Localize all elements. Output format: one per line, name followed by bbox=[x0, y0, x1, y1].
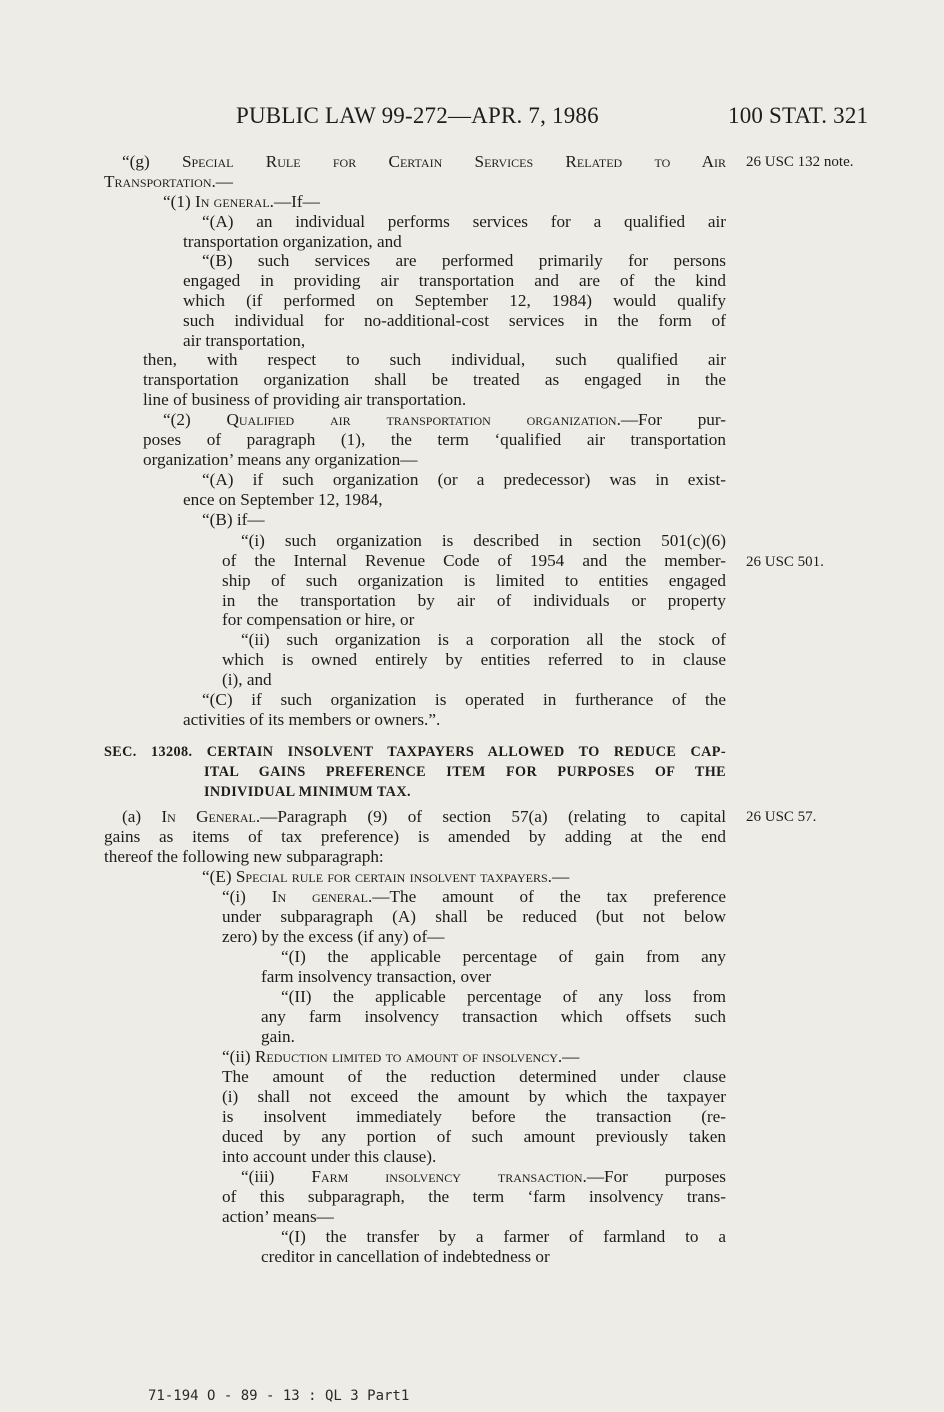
running-header-page: 100 STAT. 321 bbox=[728, 103, 869, 128]
subsection-heading: Special Rule for Certain Services Related to Air bbox=[181, 152, 726, 171]
text-line: “(ii) such organization is a corporation all the stock of bbox=[241, 630, 726, 649]
text-line: thereof the following new subparagraph: bbox=[104, 847, 384, 866]
margin-note: 26 USC 501. bbox=[746, 554, 824, 570]
text-line: “(i) such organization is described in section 501(c)(6) bbox=[241, 531, 726, 550]
text-span: “(2) bbox=[163, 410, 227, 429]
text-line: “(II) the applicable percentage of any loss from bbox=[281, 987, 726, 1006]
text-line: (i) shall not exceed the amount by which the taxpayer bbox=[222, 1087, 726, 1106]
text-span: “(1) bbox=[163, 192, 195, 211]
print-footer: 71-194 O - 89 - 13 : QL 3 Part1 bbox=[148, 1388, 410, 1404]
text-line: line of business of providing air transportation. bbox=[143, 390, 467, 409]
text-line: any farm insolvency transaction which offsets such bbox=[261, 1007, 726, 1026]
text-line: gain. bbox=[261, 1027, 295, 1046]
text-line: The amount of the reduction determined under clause bbox=[222, 1067, 726, 1086]
text-span: .— bbox=[547, 867, 570, 886]
text-line: “(I) the transfer by a farmer of farmland to a bbox=[281, 1227, 726, 1246]
text-span: “(E) bbox=[202, 867, 236, 886]
text-line: zero) by the excess (if any) of— bbox=[222, 927, 445, 946]
text-span: .—For purposes bbox=[582, 1167, 726, 1186]
text-line: engaged in providing air transportation and are of the kind bbox=[183, 271, 726, 290]
text-span: “(i) bbox=[222, 887, 272, 906]
text-line bbox=[122, 152, 726, 172]
paragraph-heading: In general bbox=[194, 192, 270, 211]
text-line: of this subparagraph, the term ‘farm insolvency trans- bbox=[222, 1187, 726, 1206]
text-line: duced by any portion of such amount previously taken bbox=[222, 1127, 726, 1146]
text-line: gains as items of tax preference) is amended by adding at the end bbox=[104, 827, 726, 846]
text-line: is insolvent immediately before the transaction (re- bbox=[222, 1107, 726, 1126]
margin-note: 26 USC 132 note. bbox=[746, 154, 854, 170]
text-line: “(I) the applicable percentage of gain from any bbox=[281, 947, 726, 966]
text-span: “(g) bbox=[122, 152, 182, 171]
paragraph-heading: Qualified air transportation organization bbox=[226, 410, 617, 429]
text-line: which (if performed on September 12, 1984) would qualify bbox=[183, 291, 726, 310]
text-line: poses of paragraph (1), the term ‘qualified air transportation bbox=[143, 430, 726, 449]
text-line: activities of its members or owners.”. bbox=[183, 710, 441, 729]
text-line bbox=[163, 410, 726, 430]
text-line: which is owned entirely by entities referred to in clause bbox=[222, 650, 726, 669]
text-line bbox=[222, 1047, 579, 1067]
clause-heading: Reduction limited to amount of insolvency bbox=[254, 1047, 558, 1066]
subparagraph-heading: Special rule for certain insolvent taxpayers bbox=[235, 867, 548, 886]
text-line: under subparagraph (A) shall be reduced (but not below bbox=[222, 907, 726, 926]
text-line: in the transportation by air of individuals or property bbox=[222, 591, 726, 610]
text-span: .—If— bbox=[269, 192, 320, 211]
text-line: (i), and bbox=[222, 670, 272, 689]
text-line: transportation organization shall be treated as engaged in the bbox=[143, 370, 726, 389]
text-line: ence on September 12, 1984, bbox=[183, 490, 383, 509]
text-line: “(C) if such organization is operated in furtherance of the bbox=[202, 690, 726, 709]
subsection-heading: Transportation.— bbox=[104, 172, 233, 191]
text-line: such individual for no-additional-cost services in the form of bbox=[183, 311, 726, 330]
section-title: SEC. 13208. CERTAIN INSOLVENT TAXPAYERS ALLOWED TO REDUCE CAP- bbox=[104, 744, 726, 760]
text-line: “(A) an individual performs services for a qualified air bbox=[202, 212, 726, 231]
text-line: of the Internal Revenue Code of 1954 and the member- bbox=[222, 551, 726, 570]
text-line: organization’ means any organization— bbox=[143, 450, 418, 469]
text-line bbox=[163, 192, 320, 212]
clause-heading: In general bbox=[271, 887, 368, 906]
text-line: creditor in cancellation of indebtedness or bbox=[261, 1247, 550, 1266]
subsection-heading: In General bbox=[161, 807, 256, 826]
text-span: “(ii) bbox=[222, 1047, 255, 1066]
text-line: transportation organization, and bbox=[183, 232, 402, 251]
text-line: for compensation or hire, or bbox=[222, 610, 415, 629]
section-title: INDIVIDUAL MINIMUM TAX. bbox=[204, 784, 411, 800]
text-line: ship of such organization is limited to entities engaged bbox=[222, 571, 726, 590]
text-line: “(B) such services are performed primarily for persons bbox=[202, 251, 726, 270]
text-line: into account under this clause). bbox=[222, 1147, 437, 1166]
text-line bbox=[202, 867, 569, 887]
margin-note: 26 USC 57. bbox=[746, 809, 817, 825]
text-line bbox=[222, 887, 726, 907]
text-line: action’ means— bbox=[222, 1207, 334, 1226]
text-span: .—For pur- bbox=[616, 410, 727, 429]
text-line: “(B) if— bbox=[202, 510, 265, 529]
text-line bbox=[241, 1167, 726, 1187]
text-line bbox=[122, 807, 726, 827]
text-span: .—The amount of the tax preference bbox=[368, 887, 726, 906]
section-title: ITAL GAINS PREFERENCE ITEM FOR PURPOSES OF THE bbox=[204, 764, 726, 780]
running-header-title: PUBLIC LAW 99-272—APR. 7, 1986 bbox=[236, 103, 599, 128]
text-span: .— bbox=[557, 1047, 580, 1066]
text-span: .—Paragraph (9) of section 57(a) (relating to capital bbox=[255, 807, 726, 826]
text-line: then, with respect to such individual, such qualified air bbox=[143, 350, 726, 369]
text-span: (a) bbox=[122, 807, 162, 826]
text-line: farm insolvency transaction, over bbox=[261, 967, 492, 986]
text-span: “(iii) bbox=[241, 1167, 312, 1186]
text-line: “(A) if such organization (or a predecessor) was in exist- bbox=[202, 470, 726, 489]
text-line: air transportation, bbox=[183, 331, 306, 350]
clause-heading: Farm insolvency transaction bbox=[311, 1167, 583, 1186]
